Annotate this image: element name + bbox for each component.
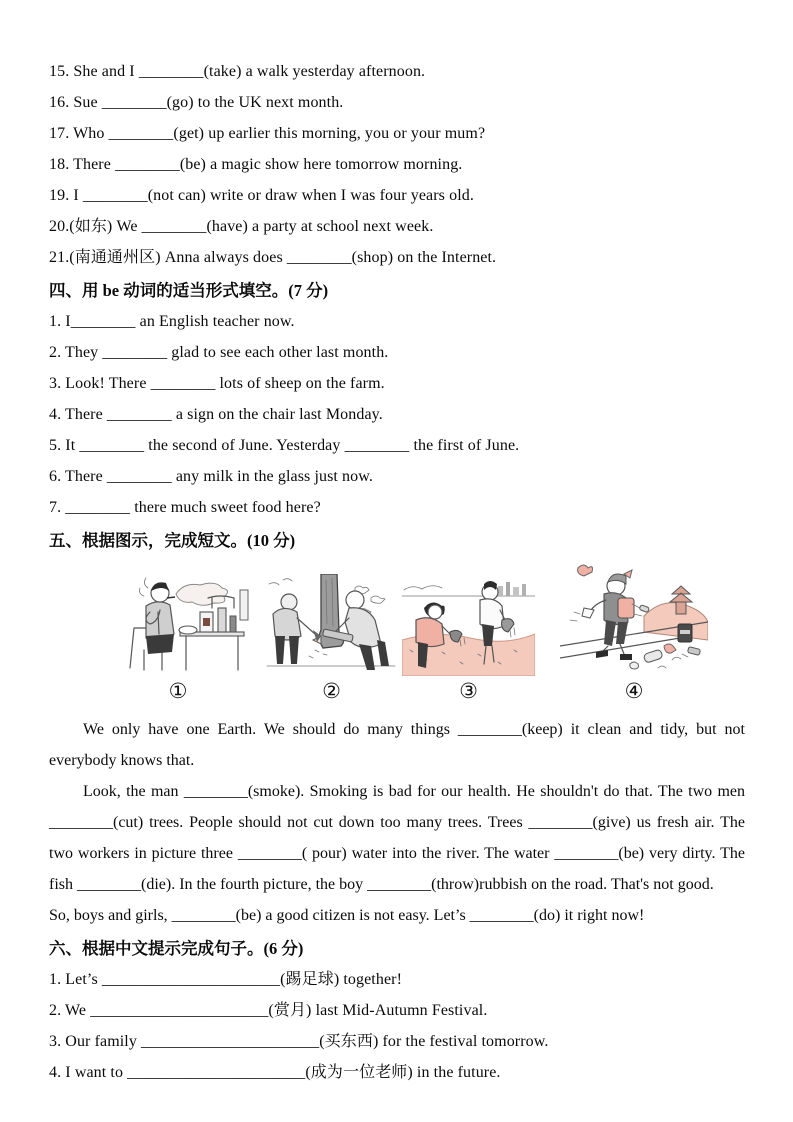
chinese-question-3: 3. Our family ______________________(买东西) for the festival tomorrow. bbox=[49, 1033, 549, 1050]
question-20: 20.(如东) We ________(have) a party at school next week. bbox=[49, 218, 434, 235]
picture-strip bbox=[104, 560, 745, 704]
chinese-question-2: 2. We ______________________(赏月) last Mid-Autumn Festival. bbox=[49, 1002, 488, 1019]
picture-3-pouring-water bbox=[402, 560, 535, 704]
be-question-3: 3. Look! There ________ lots of sheep on the farm. bbox=[49, 375, 385, 392]
picture-4-boy-littering bbox=[560, 560, 708, 704]
chinese-question-4: 4. I want to ______________________(成为一位老师) in the future. bbox=[49, 1064, 501, 1081]
boy-littering-illustration bbox=[560, 560, 708, 676]
be-question-4: 4. There ________ a sign on the chair last Monday. bbox=[49, 406, 383, 423]
passage-paragraph-3: So, boys and girls, ________(be) a good citizen is not easy. Let’s ________(do) it right now! bbox=[49, 907, 645, 924]
question-17: 17. Who ________(get) up earlier this morning, you or your mum? bbox=[49, 125, 486, 142]
picture-label-1: ① bbox=[168, 679, 188, 703]
question-19: 19. I ________(not can) write or draw when I was four years old. bbox=[49, 187, 474, 204]
question-18: 18. There ________(be) a magic show here tomorrow morning. bbox=[49, 156, 463, 173]
be-question-5: 5. It ________ the second of June. Yesterday ________ the first of June. bbox=[49, 437, 520, 454]
section-be-title: 四、用 be 动词的适当形式填空。(7 分) bbox=[49, 281, 329, 300]
picture-1-man-smoking bbox=[104, 560, 252, 704]
be-question-7: 7. ________ there much sweet food here? bbox=[49, 499, 321, 516]
passage-paragraph-2: Look, the man ________(smoke). Smoking is bad for our health. He shouldn't do that. The two men ________(cut) trees. People should not cut down too many trees. Trees ________(give) us fresh air. The two workers in picture three ________( pour) water into the river. The water ________(be) very dirty. The fish ________(die). In the fourth picture, the boy ________(throw)rubbish on the road. That's not good. bbox=[49, 783, 745, 893]
pouring-water-illustration bbox=[402, 560, 535, 676]
cutting-tree-illustration bbox=[263, 560, 400, 676]
passage-paragraph-1: We only have one Earth. We should do many things ________(keep) it clean and tidy, but not everybody knows that. bbox=[49, 721, 745, 769]
chinese-question-1: 1. Let’s ______________________(踢足球) together! bbox=[49, 971, 402, 988]
picture-label-3: ③ bbox=[459, 679, 478, 703]
question-16: 16. Sue ________(go) to the UK next month. bbox=[49, 94, 344, 111]
question-21: 21.(南通通州区) Anna always does ________(shop) on the Internet. bbox=[49, 249, 497, 266]
man-smoking-illustration bbox=[104, 560, 252, 676]
picture-label-2: ② bbox=[322, 679, 341, 703]
be-question-6: 6. There ________ any milk in the glass just now. bbox=[49, 468, 373, 485]
question-15: 15. She and I ________(take) a walk yesterday afternoon. bbox=[49, 63, 426, 80]
picture-2-cutting-tree bbox=[263, 560, 400, 704]
section-passage-title: 五、根据图示，完成短文。(10 分) bbox=[49, 531, 296, 550]
picture-label-4: ④ bbox=[624, 679, 644, 703]
section-chinese-title: 六、根据中文提示完成句子。(6 分) bbox=[49, 939, 304, 958]
be-question-1: 1. I________ an English teacher now. bbox=[49, 313, 295, 330]
be-question-2: 2. They ________ glad to see each other last month. bbox=[49, 344, 389, 361]
cloze-passage bbox=[49, 714, 745, 931]
